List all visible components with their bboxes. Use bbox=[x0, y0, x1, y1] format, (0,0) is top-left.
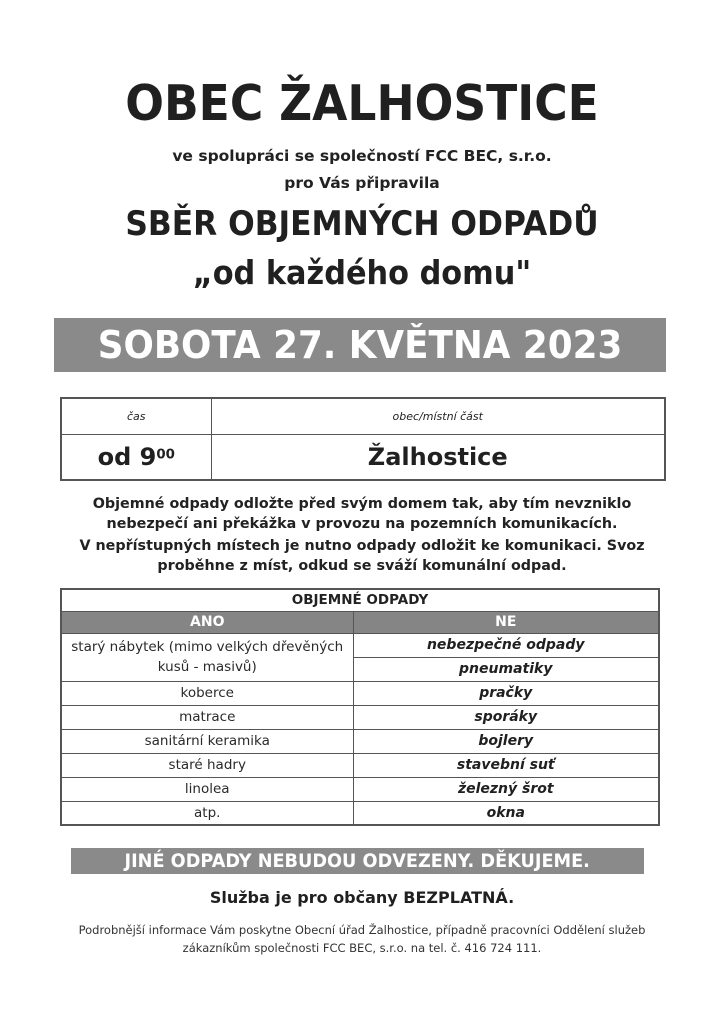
ne-item: pračky bbox=[353, 681, 659, 705]
date-text: SOBOTA 27. KVĚTNA 2023 bbox=[97, 323, 623, 367]
free-service-notice: Služba je pro občany BEZPLATNÁ. bbox=[209, 888, 515, 907]
table-row bbox=[61, 729, 659, 753]
footer-line: zákazníkům společnosti FCC BEC, s.r.o. na tel. č. 416 724 111. bbox=[182, 941, 542, 955]
instructions-paragraph-2 bbox=[0, 536, 724, 576]
ne-item: stavební suť bbox=[353, 753, 659, 777]
warning-banner bbox=[71, 848, 644, 874]
schedule-value-row bbox=[61, 435, 665, 480]
instruction-line: V nepřístupných místech je nutno odpady odložit ke komunikaci. Svoz bbox=[79, 538, 645, 554]
ne-item: sporáky bbox=[353, 705, 659, 729]
ano-header: ANO bbox=[61, 611, 353, 633]
ne-item: okna bbox=[353, 801, 659, 825]
ne-item: bojlery bbox=[353, 729, 659, 753]
table-row bbox=[61, 681, 659, 705]
warning-text: JINÉ ODPADY NEBUDOU ODVEZENY. DĚKUJEME. bbox=[124, 850, 591, 872]
waste-caption-row bbox=[61, 589, 659, 611]
time-superscript: 00 bbox=[156, 447, 175, 463]
table-row bbox=[61, 633, 659, 657]
table-row bbox=[61, 777, 659, 801]
instruction-line: nebezpečí ani překážka v provozu na pozemních komunikacích. bbox=[106, 516, 618, 532]
ne-item: železný šrot bbox=[353, 777, 659, 801]
place-column-header: obec/místní část bbox=[211, 398, 665, 435]
ne-header: NE bbox=[353, 611, 659, 633]
headline-sub: „od každého domu" bbox=[192, 253, 532, 292]
waste-header-row bbox=[61, 611, 659, 633]
headline: SBĚR OBJEMNÝCH ODPADŮ bbox=[125, 204, 599, 244]
subtitle-prepared: pro Vás připravila bbox=[284, 174, 440, 192]
time-value: od 9 bbox=[97, 443, 157, 472]
table-row bbox=[61, 705, 659, 729]
page-title: OBEC ŽALHOSTICE bbox=[125, 75, 599, 132]
instruction-line: Objemné odpady odložte před svým domem tak, aby tím nevzniklo bbox=[92, 496, 632, 512]
waste-caption: OBJEMNÉ ODPADY bbox=[61, 589, 659, 611]
ano-item: staré hadry bbox=[61, 753, 353, 777]
instructions-paragraph-1 bbox=[0, 494, 724, 534]
ano-item: koberce bbox=[61, 681, 353, 705]
instruction-line: proběhne z míst, odkud se sváží komunální odpad. bbox=[157, 558, 567, 574]
ano-item: matrace bbox=[61, 705, 353, 729]
waste-table bbox=[60, 588, 660, 826]
ne-item: nebezpečné odpady bbox=[353, 633, 659, 657]
date-banner bbox=[54, 318, 666, 372]
ano-item: atp. bbox=[61, 801, 353, 825]
ne-item: pneumatiky bbox=[353, 657, 659, 681]
schedule-header-row bbox=[61, 398, 665, 435]
place-cell bbox=[211, 435, 665, 480]
schedule-table bbox=[60, 397, 666, 481]
ano-item: sanitární keramika bbox=[61, 729, 353, 753]
time-column-header: čas bbox=[61, 398, 211, 435]
table-row bbox=[61, 753, 659, 777]
ano-item: starý nábytek (mimo velkých dřevěných kusů - masivů) bbox=[61, 633, 353, 681]
ano-item: linolea bbox=[61, 777, 353, 801]
table-row bbox=[61, 801, 659, 825]
footer-line: Podrobnější informace Vám poskytne Obecní úřad Žalhostice, případně pracovníci Oddělení služeb bbox=[78, 923, 646, 937]
subtitle-cooperation: ve spolupráci se společností FCC BEC, s.r.o. bbox=[172, 147, 552, 165]
time-cell bbox=[61, 435, 211, 480]
place-value: Žalhostice bbox=[367, 443, 508, 472]
footer-info bbox=[0, 921, 724, 957]
